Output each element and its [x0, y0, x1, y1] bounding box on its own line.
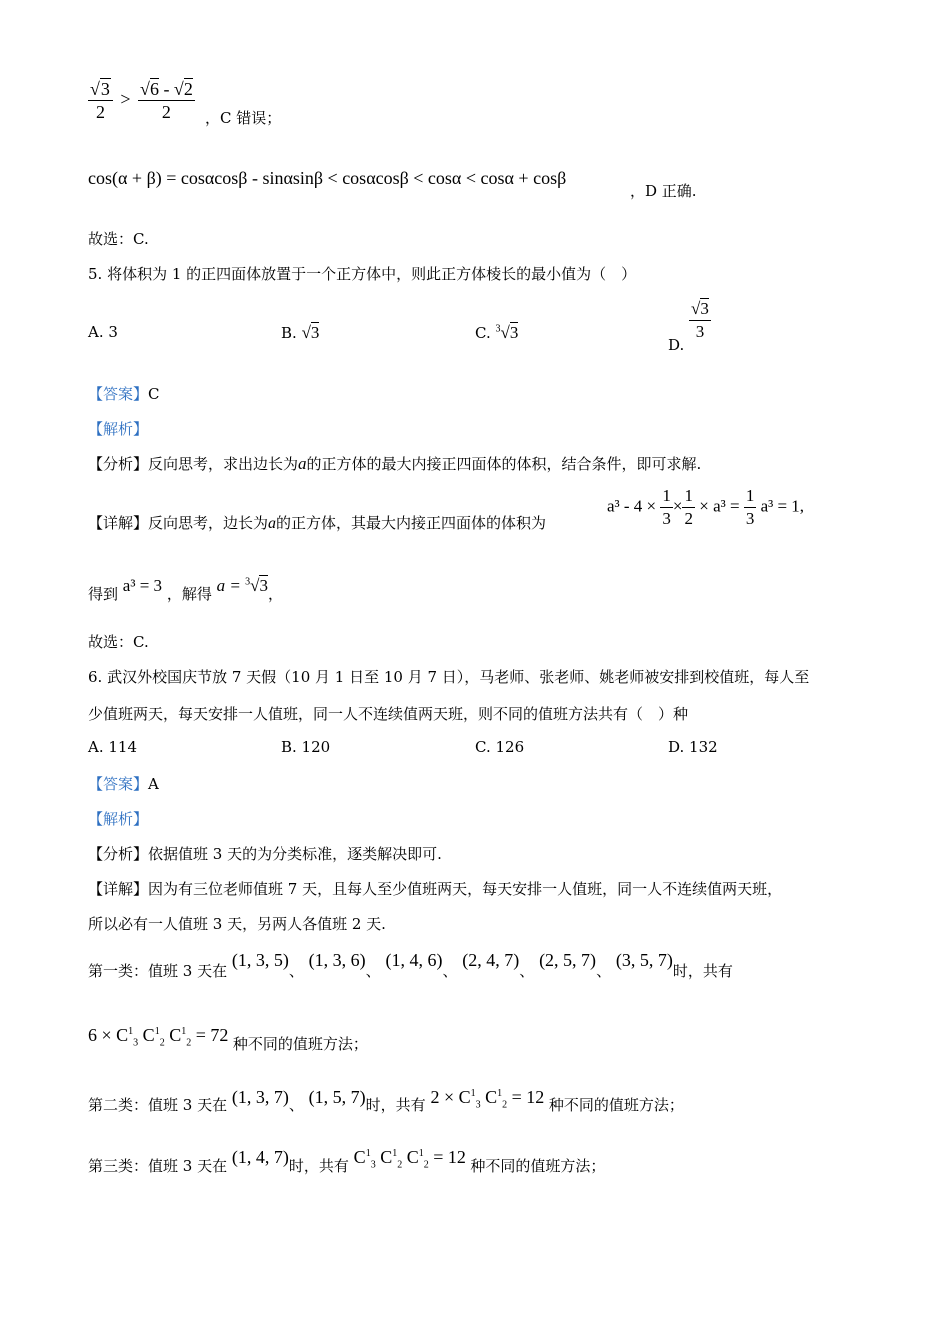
frac-sqrt3-over-2: $\frac{√3}{2}$ [88, 78, 113, 123]
q5-answer-line [88, 383, 160, 404]
frac-sqrt6-minus-sqrt2-over-2: $\frac{√6 - √2}{2}$ [140, 79, 193, 122]
q6-answer: A [148, 775, 159, 793]
q6-xiangjie-1: 【详解】因为有三位老师值班 7 天，且每人至少值班两天，每天安排一人值班，同一人不连续值两天班， [88, 880, 783, 898]
inequality-sqrt3-gt: $\frac{√3}{2}$ > $\frac{√6 - √2}{2}$ [90, 79, 193, 122]
cat3-line: 第三类：值班 3 天在 (1, 4, 7)时，共有 $C^1_3$ $C^1_2$ $C^1_2 = 12$ 种不同的值班方法； [88, 1147, 606, 1175]
q5-jiexi-tag: 【解析】 [88, 420, 149, 438]
cat2-line: 第二类：值班 3 天在 (1, 3, 7)、 (1, 5, 7)时，共有 $2 \times C^1_3$ $C^1_2 = 12$ 种不同的值班方法； [88, 1087, 684, 1114]
c-wrong-text: ，C 错误； [205, 109, 282, 127]
q6-jiexi-tag: 【解析】 [88, 810, 149, 828]
q6-option-d: D. 132 [668, 738, 718, 756]
q6-option-a: A. 114 [88, 738, 137, 756]
q5-option-d: D. $\frac{√3}{3}$ [668, 299, 709, 354]
q5-xiangjie: 【详解】反向思考，边长为a的正方体，其最大内接正四面体的体积为 [88, 514, 547, 532]
q6-option-c: C. 126 [475, 738, 525, 756]
q5-option-a: A. 3 [88, 323, 118, 341]
q5-answer: C [148, 385, 160, 403]
guxuan-2: 故选：C. [88, 633, 149, 651]
q6-xiangjie-2: 所以必有一人值班 3 天，另两人各值班 2 天. [88, 915, 386, 933]
q5-dedao-line: 得到 a³ = 3 ，解得 a = $^3$√3， [88, 576, 283, 603]
guxuan-1: 故选：C. [88, 230, 149, 248]
q5-fenxi: 【分析】反向思考，求出边长为a的正方体的最大内接正四面体的体积，结合条件，即可求解. [88, 454, 702, 473]
question-6-line-2: 少值班两天，每天安排一人值班，同一人不连续值两天班，则不同的值班方法共有（ ）种 [88, 705, 689, 723]
q6-fenxi: 【分析】依据值班 3 天的为分类标准，逐类解决即可. [88, 845, 442, 863]
cos-inequality-chain: cos(α + β) = cosαcosβ - sinαsinβ < cosαcosβ < cosα < cosα + cosβ [88, 168, 567, 188]
q5-option-c: C. $^3$√3 [475, 323, 519, 342]
cat1-line: 第一类：值班 3 天在 (1, 3, 5)、 (1, 3, 6)、 (1, 4, 6)、 (2, 4, 7)、 (2, 5, 7)、 (3, 5, 7)时，共有 [88, 950, 733, 980]
q6-option-b: B. 120 [281, 738, 331, 756]
d-right-text: ，D 正确. [630, 182, 697, 200]
q5-option-b: B. √3 [281, 323, 320, 342]
volume-expression: a³ - 4 × $\frac{1}{3}$ × $\frac{1}{2}$ × a³ = $\frac{1}{3}$ a³ = 1, [607, 486, 805, 528]
question-5: 5. 将体积为 1 的正四面体放置于一个正方体中，则此正方体棱长的最小值为（ ） [88, 265, 637, 283]
q6-answer-line: 【答案】A [88, 775, 159, 793]
cat1-count-line: $6 \times C^1_3$ $C^1_2$ $C^1_2 = 72$ 种不同的值班方法； [88, 1025, 368, 1053]
question-6-line-1: 6. 武汉外校国庆节放 7 天假（10 月 1 日至 10 月 7 日），马老师、张老师、姚老师被安排到校值班，每人至 [88, 668, 810, 686]
answer-tag: 【答案】 [88, 385, 149, 403]
